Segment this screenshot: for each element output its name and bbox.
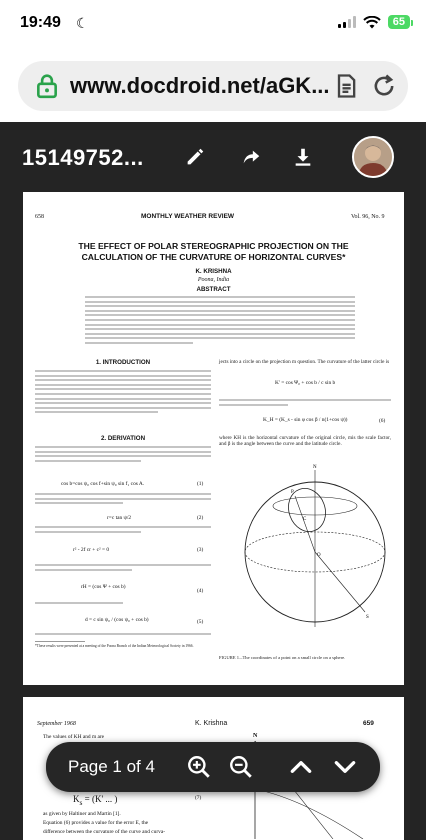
- page2-date: September 1968: [37, 721, 76, 727]
- paper-title: THE EFFECT OF POLAR STEREOGRAPHIC PROJECTION ON THE CALCULATION OF THE CURVATURE OF HORIZONTAL CURVES*: [78, 241, 349, 262]
- page2-equation-7-number: (7): [195, 795, 202, 801]
- derivation-text-4: [35, 564, 211, 571]
- document-title: 15149752...: [22, 145, 144, 170]
- page2-line-2: as given by Haltiner and Martin [1].: [43, 811, 121, 817]
- equation-3: r² - 2f cr + c² = 0: [73, 547, 110, 553]
- abstract-heading: ABSTRACT: [196, 286, 231, 293]
- introduction-text: [35, 370, 211, 413]
- derivation-text-6: [35, 633, 211, 635]
- footnote: *These results were presented at a meeting of the Poona Branch of the Indian Meteorological Society in 1966.: [35, 644, 194, 648]
- derivation-text-5: [35, 602, 211, 604]
- figure-1-sphere-diagram: [235, 462, 395, 637]
- equation-3-number: (3): [197, 547, 204, 553]
- battery-indicator: 65: [388, 15, 410, 29]
- zoom-in-icon[interactable]: [186, 754, 212, 780]
- equation-6-number: (6): [379, 418, 386, 424]
- equation-1-number: (1): [197, 481, 204, 487]
- page2-number: 659: [363, 720, 374, 727]
- equation-latter-circle: K' = cos Ψ₀ + cos b / c sin b: [275, 380, 336, 386]
- svg-text:N: N: [253, 733, 258, 739]
- author-name: K. KRISHNA: [195, 268, 232, 275]
- page-number: 658: [35, 214, 44, 220]
- page2-equation-7: $K_s = (K'$ ... ): [73, 794, 118, 807]
- svg-text:C: C: [303, 517, 307, 522]
- section-derivation: 2. DERIVATION: [100, 435, 146, 442]
- share-icon[interactable]: [240, 146, 262, 168]
- document-app-bar: [0, 122, 426, 192]
- address-bar[interactable]: [18, 61, 408, 111]
- reader-mode-icon[interactable]: [332, 72, 360, 100]
- previous-page-chevron-up-icon[interactable]: [288, 754, 314, 780]
- equation-1: cos b=cos ψ₀ cos f+sin ψ₀ sin f₁ cos A.: [61, 481, 145, 487]
- user-avatar[interactable]: [352, 136, 394, 178]
- svg-text:N: N: [313, 465, 317, 470]
- journal-name: MONTHLY WEATHER REVIEW: [141, 213, 235, 220]
- url-text[interactable]: www.docdroid.net/aGK...: [70, 73, 330, 98]
- reload-icon[interactable]: [370, 72, 398, 100]
- lock-icon: [34, 73, 60, 99]
- edit-icon[interactable]: [184, 146, 206, 168]
- equation-2-number: (2): [197, 515, 204, 521]
- equation-6: K_H = (K_s - sin φ cos β / n(1+cos ψ)): [263, 417, 348, 423]
- volume-info: Vol. 96, No. 9: [351, 214, 385, 220]
- svg-text:O: O: [317, 553, 321, 558]
- page2-line-4: difference between the curvature of the curve and curva-: [43, 829, 166, 835]
- zoom-out-icon[interactable]: [228, 754, 254, 780]
- page2-line-1: The values of KH and m are: [43, 734, 105, 740]
- equation-2: r=c tan ψ/2: [107, 515, 132, 521]
- page-navigation-toolbar: [46, 742, 380, 792]
- equation-5-number: (5): [197, 619, 204, 625]
- page2-author: K. Krishna: [195, 720, 228, 727]
- page-indicator: Page 1 of 4: [68, 757, 155, 776]
- figure-1-caption: FIGURE 1.–The coordinates of a point on a small circle on a sphere.: [219, 655, 346, 660]
- cellular-signal-icon: [338, 16, 356, 28]
- right-column-intro: jects into a circle on the projection m question. The curvature of the latter circle is: [219, 359, 390, 365]
- equation-4-number: (4): [197, 588, 204, 594]
- derivation-text: [35, 446, 211, 462]
- moon-icon: ☾: [76, 15, 89, 31]
- derivation-text-2: [35, 493, 211, 504]
- next-page-chevron-down-icon[interactable]: [332, 754, 358, 780]
- status-time: 19:49: [20, 14, 61, 31]
- abstract-text: [85, 296, 355, 344]
- footnote-rule: [35, 641, 85, 642]
- derivation-text-3: [35, 526, 211, 533]
- svg-text:P: P: [291, 490, 294, 495]
- wifi-icon: [363, 16, 381, 29]
- status-bar: [0, 0, 426, 50]
- svg-text:S: S: [366, 615, 369, 620]
- pdf-page-1: [23, 192, 404, 685]
- right-column-tail: where KH is the horizontal curvature of the original circle, mis the scale factor, and β is the angle between the curve and the latitude circle.: [219, 435, 391, 448]
- right-column-text: [219, 399, 391, 406]
- equation-5: d = c sin ψ₀ / (cos ψ₀ + cos b): [85, 617, 149, 623]
- page2-line-3: Equation (6) provides a value for the error E, the: [43, 820, 149, 826]
- equation-4: rH = (cos Ψ + cos b): [81, 584, 126, 590]
- download-icon[interactable]: [292, 146, 314, 168]
- affiliation: Poona, India: [197, 277, 230, 283]
- section-introduction: 1. INTRODUCTION: [95, 359, 151, 366]
